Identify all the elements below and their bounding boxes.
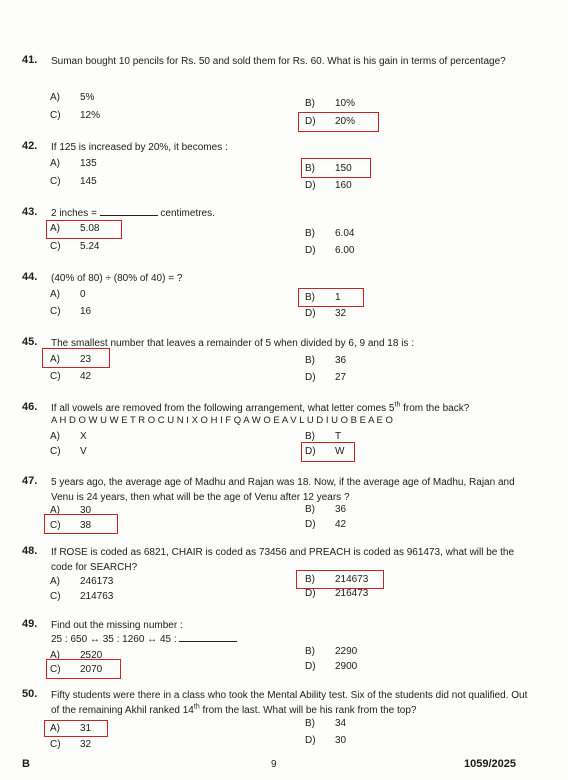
answer-mark-box <box>46 220 122 239</box>
answer-mark-box <box>42 348 110 368</box>
option-b[interactable]: B) 6.04 <box>305 228 355 239</box>
answer-mark-box <box>301 158 371 178</box>
option-b[interactable]: B) 2290 <box>305 646 358 657</box>
option-a[interactable]: A) 23 <box>50 354 92 365</box>
option-d[interactable]: D) 160 <box>305 180 352 191</box>
option-b[interactable]: B) 36 <box>305 504 347 515</box>
option-a[interactable]: A) 135 <box>50 158 97 169</box>
option-c[interactable]: C) 32 <box>50 739 92 750</box>
option-b[interactable]: B) 36 <box>305 355 347 366</box>
option-c[interactable]: C) 214763 <box>50 591 114 602</box>
option-d[interactable]: D) 6.00 <box>305 245 355 256</box>
option-c[interactable]: C) 16 <box>50 306 92 317</box>
number-series: 25 : 650 ↔ 35 : 1260 ↔ 45 : <box>51 634 237 646</box>
option-d[interactable]: D) W <box>305 446 345 457</box>
question-text: If all vowels are removed from the following arrangement, what letter comes 5th from the back? <box>51 401 470 414</box>
question-text: Suman bought 10 pencils for Rs. 50 and sold them for Rs. 60. What is his gain in terms of percentage? <box>51 56 506 67</box>
question-number: 47. <box>22 475 38 487</box>
question-text: Find out the missing number : <box>51 620 183 631</box>
option-c[interactable]: C) 2070 <box>50 664 103 675</box>
question-text: 5 years ago, the average age of Madhu and Rajan was 18. Now, if the average age of Madhu, Rajan and Venu is 24 years, then what will be the age of Venu after 12 years ? <box>51 477 515 503</box>
option-b[interactable]: B) 214673 <box>305 574 369 585</box>
question-number: 46. <box>22 401 38 413</box>
question-number: 43. <box>22 206 38 218</box>
option-b[interactable]: B) 10% <box>305 98 356 109</box>
question-number: 48. <box>22 545 38 557</box>
option-b[interactable]: B) T <box>305 431 342 442</box>
letter-sequence: A H D O W U W E T R O C U N I X O H I F Q A W O E A V L U D I U O B E A E O <box>51 415 393 426</box>
option-d[interactable]: D) 32 <box>305 308 347 319</box>
paper-code: 1059/2025 <box>464 758 516 770</box>
option-d[interactable]: D) 20% <box>305 116 356 127</box>
question-text: If ROSE is coded as 6821, CHAIR is coded as 73456 and PREACH is coded as 961473, what will be the code for SEARCH? <box>51 547 515 573</box>
option-c[interactable]: C) 145 <box>50 176 97 187</box>
question-text: Fifty students were there in a class who took the Mental Ability test. Six of the students did not qualified. Out of the remaining Akhil ranked 14th from the last. What will be his rank from the top? <box>51 690 528 716</box>
answer-blank <box>100 215 158 216</box>
booklet-series: B <box>22 758 30 770</box>
question-number: 44. <box>22 271 38 283</box>
answer-mark-box <box>44 514 118 534</box>
question-number: 45. <box>22 336 38 348</box>
answer-mark-box <box>44 720 108 737</box>
option-b[interactable]: B) 1 <box>305 292 341 303</box>
option-a[interactable]: A) 30 <box>50 505 92 516</box>
option-a[interactable]: A) 5.08 <box>50 223 100 234</box>
answer-mark-box <box>296 570 384 589</box>
question-number: 50. <box>22 688 38 700</box>
option-d[interactable]: D) 216473 <box>305 588 369 599</box>
option-c[interactable]: C) 12% <box>50 110 101 121</box>
option-c[interactable]: C) 38 <box>50 520 92 531</box>
answer-mark-box <box>298 288 364 307</box>
answer-mark-box <box>301 442 355 462</box>
question-number: 49. <box>22 618 38 630</box>
answer-blank <box>179 641 237 642</box>
answer-mark-box <box>46 659 121 679</box>
question-text: 2 inches = centimetres. <box>51 208 215 219</box>
option-d[interactable]: D) 27 <box>305 372 347 383</box>
answer-mark-box <box>298 112 379 132</box>
option-d[interactable]: D) 42 <box>305 519 347 530</box>
option-c[interactable]: C) 5.24 <box>50 241 100 252</box>
question-text: If 125 is increased by 20%, it becomes : <box>51 142 228 153</box>
option-a[interactable]: A) 0 <box>50 289 86 300</box>
option-b[interactable]: B) 150 <box>305 163 352 174</box>
option-a[interactable]: A) 2520 <box>50 650 103 661</box>
option-d[interactable]: D) 30 <box>305 735 347 746</box>
option-c[interactable]: C) 42 <box>50 371 92 382</box>
page-number: 9 <box>271 759 277 770</box>
option-a[interactable]: A) 5% <box>50 92 95 103</box>
option-a[interactable]: A) 246173 <box>50 576 114 587</box>
question-text: (40% of 80) ÷ (80% of 40) = ? <box>51 273 183 284</box>
option-a[interactable]: A) X <box>50 431 87 442</box>
option-b[interactable]: B) 34 <box>305 718 347 729</box>
question-text: The smallest number that leaves a remainder of 5 when divided by 6, 9 and 18 is : <box>51 338 414 349</box>
option-a[interactable]: A) 31 <box>50 723 92 734</box>
question-number: 42. <box>22 140 38 152</box>
option-c[interactable]: C) V <box>50 446 87 457</box>
option-d[interactable]: D) 2900 <box>305 661 358 672</box>
question-number: 41. <box>22 54 38 66</box>
